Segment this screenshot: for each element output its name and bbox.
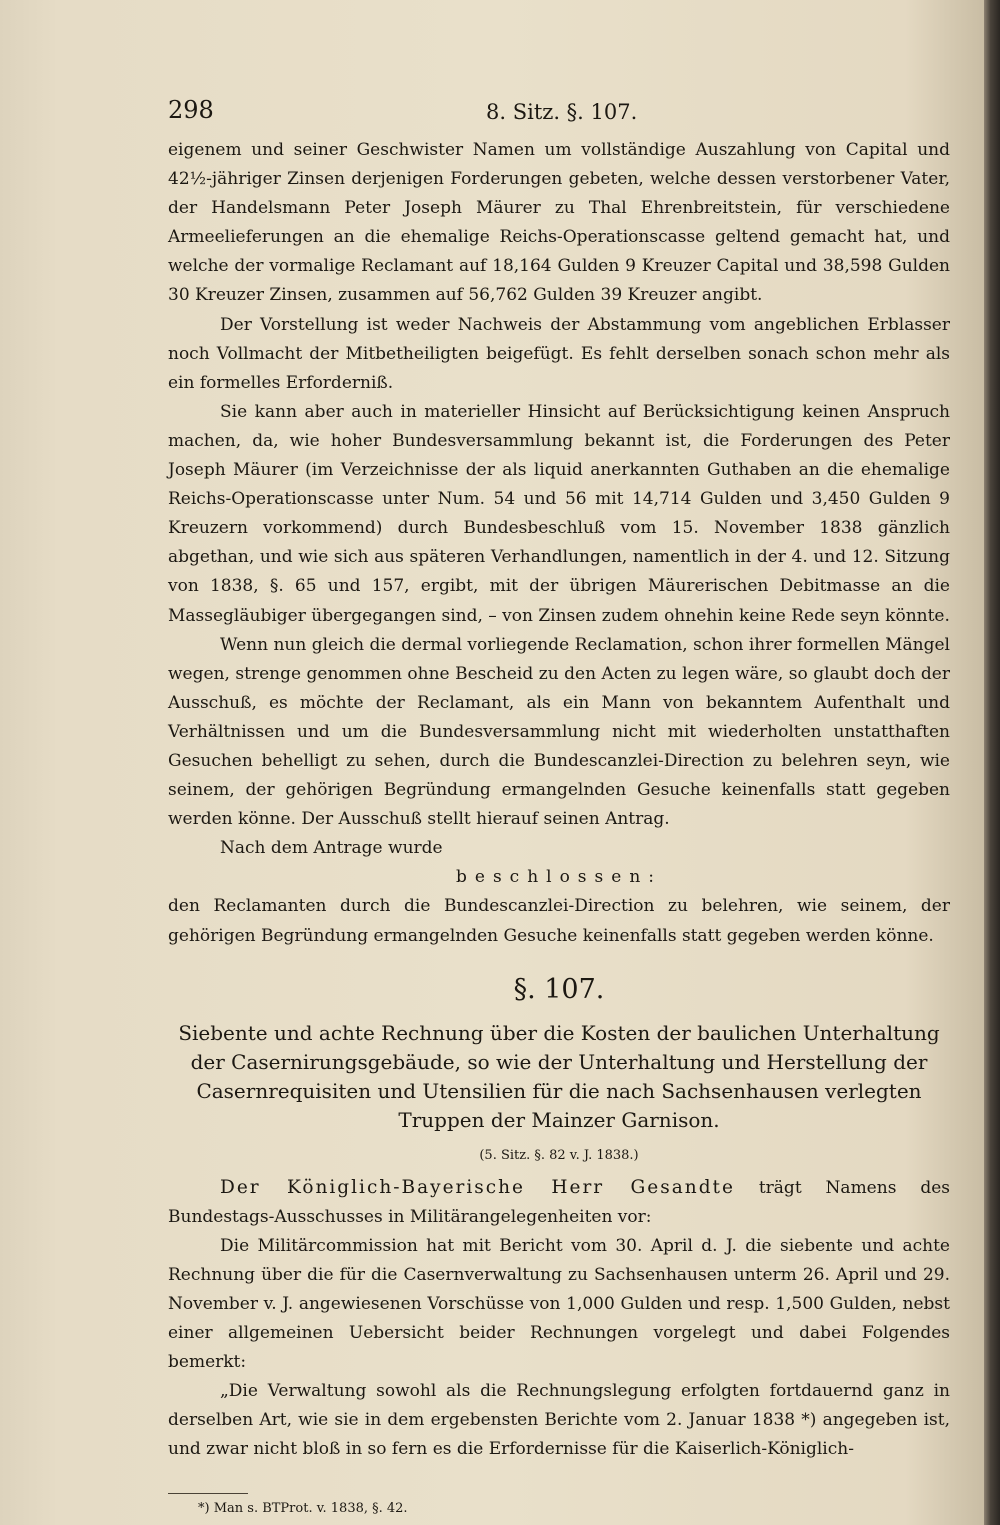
running-head: 8. Sitz. §. 107. [486,100,638,124]
page-header [168,96,950,136]
resolution-word: beschlossen: [456,867,662,888]
resolution-text: den Reclamanten durch die Bundescanzlei-Direction zu belehren, wie seinem, der gehörigen Begründung ermangelnden Gesuche keinenfalls statt gegeben werden könne. [168,896,950,946]
paragraph: Der Vorstellung ist weder Nachweis der Abstammung vom angeblichen Erblasser noch Vollmacht der Mitbetheiligten beigefügt. Es fehlt derselben sonach schon mehr als ein formelles Erforderniß. [168,314,950,393]
page-edge-shadow [984,0,1000,1525]
lead-speaker: Der Königlich-Bayerische Herr Gesandte [220,1176,735,1198]
page-content [168,96,950,1518]
page-number: 298 [168,96,214,124]
footnote: *) Man s. BTProt. v. 1838, §. 42. [198,1500,408,1516]
paragraph: Nach dem Antrage wurde [220,838,443,859]
paragraph-quote: „Die Verwaltung sowohl als die Rechnungslegung erfolgten fortdauernd ganz in derselben Art, wie sie in dem ergebensten Berichte vom 2. Januar 1838 *) angegeben ist, und zwar nicht bloß in so fern es die Erfordernisse für die Kaiserlich-Königlich- [168,1381,950,1460]
paragraph: Die Militärcommission hat mit Bericht vom 30. April d. J. die siebente und achte Rechnung über die für die Casernverwaltung zu Sachsenhausen unterm 26. April und 29. November v. J. angewiesenen Vorschüsse von 1,000 Gulden und resp. 1,500 Gulden, nebst einer allgemeinen Uebersicht beider Rechnungen vorgelegt und dabei Folgendes bemerkt: [168,1235,950,1373]
section-number: §. 107. [513,973,605,1005]
section-heading: Siebente und achte Rechnung über die Kosten der baulichen Unterhaltung der Casernirungsgebäude, so wie der Unterhaltung und Herstellung der Casernrequisiten und Utensilien für die nach Sachsenhausen verlegten Truppen der Mainzer Garnison. [178,1020,940,1132]
footnote-divider [168,1493,248,1494]
paragraph: Wenn nun gleich die dermal vorliegende Reclamation, schon ihrer formellen Mängel wegen, strenge genommen ohne Bescheid zu den Acten zu legen wäre, so glaubt doch der Ausschuß, es möchte der Reclamant, als ein Mann von bekanntem Aufenthalt und Verhältnissen und um die Bundesversammlung nicht mit wiederholten unstatthaften Gesuchen behelligt zu sehen, durch die Bundescanzlei-Direction zu belehren seyn, wie seinem, der gehörigen Begründung ermangelnden Gesuche keinenfalls statt gegeben werden könne. Der Ausschuß stellt hierauf seinen Antrag. [168,634,950,830]
lead-rest: trägt Namens des Bundestags-Ausschusses in Militärangelegenheiten vor: [168,1177,950,1227]
paragraph-continuation: eigenem und seiner Geschwister Namen um vollständige Auszahlung von Capital und 42½-jähriger Zinsen derjenigen Forderungen gebeten, welche dessen verstorbener Vater, der Handelsmann Peter Joseph Mäurer zu Thal Ehrenbreitstein, für verschiedene Armeelieferungen an die ehemalige Reichs-Operationscasse geltend gemacht hat, und welche der vormalige Reclamant auf 18,164 Gulden 9 Kreuzer Capital und 38,598 Gulden 30 Kreuzer Zinsen, zusammen auf 56,762 Gulden 39 Kreuzer angibt. [168,140,950,306]
section-reference: (5. Sitz. §. 82 v. J. 1838.) [479,1147,639,1163]
paragraph: Sie kann aber auch in materieller Hinsicht auf Berücksichtigung keinen Anspruch machen, da, wie hoher Bundesversammlung bekannt ist, die Forderungen des Peter Joseph Mäurer (im Verzeichnisse der als liquid anerkannten Guthaben an die ehemalige Reichs-Operationscasse unter Num. 54 und 56 mit 14,714 Gulden und 3,450 Gulden 9 Kreuzern vorkommend) durch Bundesbeschluß vom 15. November 1838 gänzlich abgethan, und wie sich aus späteren Verhandlungen, namentlich in der 4. und 12. Sitzung von 1838, §. 65 und 157, ergibt, mit der übrigen Mäurerischen Debitmasse an die Massegläubiger übergegangen sind, – von Zinsen zudem ohnehin keine Rede seyn könnte. [168,401,950,626]
lead-paragraph [168,1173,950,1232]
